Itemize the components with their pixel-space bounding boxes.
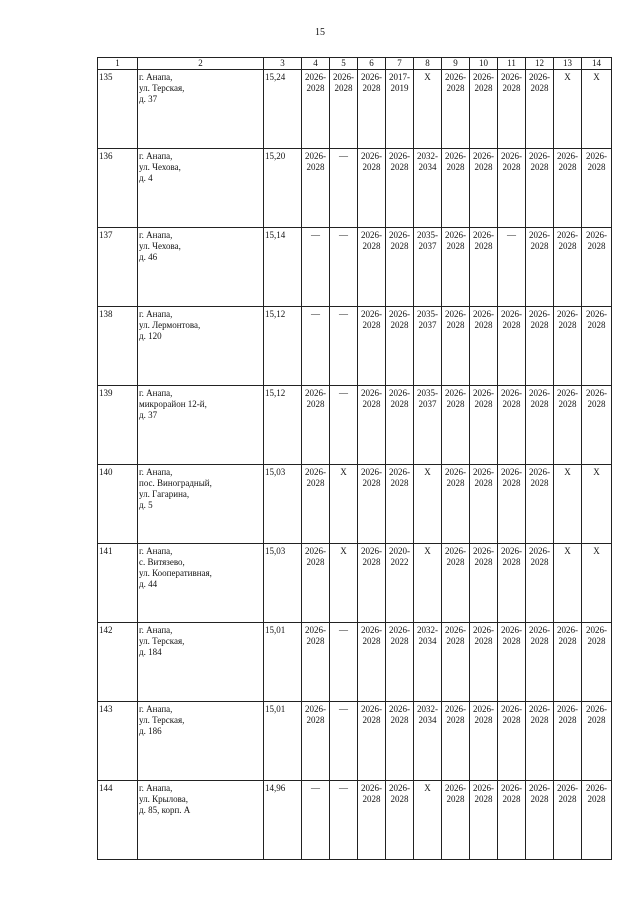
period-cell: X bbox=[554, 544, 582, 623]
period-cell: 2035- 2037 bbox=[414, 307, 442, 386]
period-cell: 2026- 2028 bbox=[554, 307, 582, 386]
area-cell: 15,12 bbox=[264, 386, 302, 465]
period-cell: 2026- 2028 bbox=[582, 623, 612, 702]
column-header: 9 bbox=[442, 58, 470, 70]
address-cell: г. Анапа, ул. Терская, д. 184 bbox=[138, 623, 264, 702]
period-cell: 2026- 2028 bbox=[470, 70, 498, 149]
period-cell: X bbox=[582, 70, 612, 149]
period-cell: 2026- 2028 bbox=[358, 781, 386, 860]
table-row bbox=[98, 781, 612, 860]
period-cell: 2026- 2028 bbox=[330, 70, 358, 149]
period-cell: 2026- 2028 bbox=[358, 544, 386, 623]
period-cell: X bbox=[414, 465, 442, 544]
period-cell: 2026- 2028 bbox=[526, 702, 554, 781]
address-cell: г. Анапа, ул. Лермонтова, д. 120 bbox=[138, 307, 264, 386]
period-cell: 2026- 2028 bbox=[526, 465, 554, 544]
period-cell: 2026- 2028 bbox=[442, 70, 470, 149]
table-row bbox=[98, 465, 612, 544]
period-cell: — bbox=[330, 228, 358, 307]
table-row bbox=[98, 149, 612, 228]
address-cell: г. Анапа, ул. Чехова, д. 46 bbox=[138, 228, 264, 307]
period-cell: 2026- 2028 bbox=[302, 149, 330, 228]
column-header: 8 bbox=[414, 58, 442, 70]
period-cell: 2026- 2028 bbox=[470, 228, 498, 307]
period-cell: 2026- 2028 bbox=[526, 228, 554, 307]
table-row bbox=[98, 228, 612, 307]
period-cell: 2026- 2028 bbox=[526, 307, 554, 386]
period-cell: 2026- 2028 bbox=[582, 149, 612, 228]
period-cell: 2026- 2028 bbox=[358, 228, 386, 307]
column-header: 12 bbox=[526, 58, 554, 70]
period-cell: 2026- 2028 bbox=[526, 386, 554, 465]
period-cell: — bbox=[330, 623, 358, 702]
period-cell: 2026- 2028 bbox=[470, 386, 498, 465]
area-cell: 15,20 bbox=[264, 149, 302, 228]
table-row bbox=[98, 386, 612, 465]
period-cell: X bbox=[330, 544, 358, 623]
period-cell: 2026- 2028 bbox=[526, 781, 554, 860]
period-cell: 2026- 2028 bbox=[302, 544, 330, 623]
area-cell: 15,03 bbox=[264, 465, 302, 544]
column-header: 14 bbox=[582, 58, 612, 70]
area-cell: 14,96 bbox=[264, 781, 302, 860]
row-number: 136 bbox=[98, 149, 138, 228]
period-cell: 2026- 2028 bbox=[470, 623, 498, 702]
period-cell: 2026- 2028 bbox=[526, 623, 554, 702]
address-cell: г. Анапа, ул. Терская, д. 186 bbox=[138, 702, 264, 781]
period-cell: 2026- 2028 bbox=[554, 386, 582, 465]
period-cell: 2026- 2028 bbox=[302, 465, 330, 544]
period-cell: 2026- 2028 bbox=[526, 149, 554, 228]
period-cell: 2026- 2028 bbox=[358, 623, 386, 702]
period-cell: 2026- 2028 bbox=[470, 544, 498, 623]
period-cell: — bbox=[330, 702, 358, 781]
period-cell: 2026- 2028 bbox=[526, 70, 554, 149]
period-cell: 2026- 2028 bbox=[582, 702, 612, 781]
period-cell: 2020- 2022 bbox=[386, 544, 414, 623]
period-cell: 2026- 2028 bbox=[386, 623, 414, 702]
period-cell: — bbox=[330, 307, 358, 386]
period-cell: 2026- 2028 bbox=[386, 307, 414, 386]
period-cell: 2026- 2028 bbox=[498, 149, 526, 228]
area-cell: 15,03 bbox=[264, 544, 302, 623]
table-row bbox=[98, 307, 612, 386]
column-header: 2 bbox=[138, 58, 264, 70]
period-cell: 2026- 2028 bbox=[554, 623, 582, 702]
period-cell: X bbox=[414, 781, 442, 860]
period-cell: 2026- 2028 bbox=[442, 307, 470, 386]
period-cell: — bbox=[302, 307, 330, 386]
period-cell: 2026- 2028 bbox=[386, 228, 414, 307]
row-number: 143 bbox=[98, 702, 138, 781]
housing-schedule-table bbox=[97, 57, 612, 860]
period-cell: X bbox=[330, 465, 358, 544]
period-cell: 2026- 2028 bbox=[358, 307, 386, 386]
period-cell: 2026- 2028 bbox=[386, 149, 414, 228]
period-cell: 2017- 2019 bbox=[386, 70, 414, 149]
period-cell: 2026- 2028 bbox=[470, 465, 498, 544]
period-cell: 2026- 2028 bbox=[526, 544, 554, 623]
column-header: 1 bbox=[98, 58, 138, 70]
period-cell: 2032- 2034 bbox=[414, 149, 442, 228]
period-cell: X bbox=[582, 465, 612, 544]
area-cell: 15,01 bbox=[264, 702, 302, 781]
row-number: 142 bbox=[98, 623, 138, 702]
period-cell: 2026- 2028 bbox=[442, 544, 470, 623]
period-cell: 2026- 2028 bbox=[302, 702, 330, 781]
header-row bbox=[98, 58, 612, 70]
row-number: 144 bbox=[98, 781, 138, 860]
column-header: 6 bbox=[358, 58, 386, 70]
period-cell: 2026- 2028 bbox=[302, 623, 330, 702]
period-cell: 2026- 2028 bbox=[358, 702, 386, 781]
period-cell: 2026- 2028 bbox=[498, 307, 526, 386]
period-cell: 2026- 2028 bbox=[386, 465, 414, 544]
table-row bbox=[98, 702, 612, 781]
row-number: 139 bbox=[98, 386, 138, 465]
period-cell: 2026- 2028 bbox=[498, 702, 526, 781]
column-header: 4 bbox=[302, 58, 330, 70]
period-cell: 2026- 2028 bbox=[358, 149, 386, 228]
area-cell: 15,12 bbox=[264, 307, 302, 386]
address-cell: г. Анапа, микрорайон 12-й, д. 37 bbox=[138, 386, 264, 465]
period-cell: 2026- 2028 bbox=[498, 465, 526, 544]
table-body bbox=[98, 70, 612, 860]
period-cell: 2026- 2028 bbox=[442, 228, 470, 307]
row-number: 141 bbox=[98, 544, 138, 623]
period-cell: 2026- 2028 bbox=[582, 228, 612, 307]
period-cell: 2026- 2028 bbox=[358, 465, 386, 544]
period-cell: 2026- 2028 bbox=[302, 70, 330, 149]
period-cell: — bbox=[498, 228, 526, 307]
column-header: 3 bbox=[264, 58, 302, 70]
period-cell: 2026- 2028 bbox=[470, 149, 498, 228]
period-cell: 2026- 2028 bbox=[442, 702, 470, 781]
row-number: 138 bbox=[98, 307, 138, 386]
period-cell: — bbox=[330, 781, 358, 860]
period-cell: 2026- 2028 bbox=[470, 781, 498, 860]
period-cell: 2026- 2028 bbox=[386, 386, 414, 465]
period-cell: 2026- 2028 bbox=[554, 702, 582, 781]
column-header: 11 bbox=[498, 58, 526, 70]
table-row bbox=[98, 544, 612, 623]
area-cell: 15,24 bbox=[264, 70, 302, 149]
period-cell: X bbox=[554, 70, 582, 149]
area-cell: 15,01 bbox=[264, 623, 302, 702]
area-cell: 15,14 bbox=[264, 228, 302, 307]
period-cell: X bbox=[414, 70, 442, 149]
period-cell: 2026- 2028 bbox=[498, 544, 526, 623]
period-cell: 2026- 2028 bbox=[386, 702, 414, 781]
column-header: 13 bbox=[554, 58, 582, 70]
period-cell: X bbox=[414, 544, 442, 623]
address-cell: г. Анапа, ул. Чехова, д. 4 bbox=[138, 149, 264, 228]
period-cell: — bbox=[302, 781, 330, 860]
period-cell: 2035- 2037 bbox=[414, 228, 442, 307]
period-cell: 2026- 2028 bbox=[442, 623, 470, 702]
period-cell: 2026- 2028 bbox=[582, 386, 612, 465]
period-cell: X bbox=[554, 465, 582, 544]
column-header: 10 bbox=[470, 58, 498, 70]
period-cell: 2026- 2028 bbox=[498, 386, 526, 465]
period-cell: 2026- 2028 bbox=[442, 465, 470, 544]
row-number: 140 bbox=[98, 465, 138, 544]
column-header: 5 bbox=[330, 58, 358, 70]
period-cell: 2026- 2028 bbox=[554, 781, 582, 860]
row-number: 137 bbox=[98, 228, 138, 307]
period-cell: 2026- 2028 bbox=[302, 386, 330, 465]
page-number: 15 bbox=[315, 27, 325, 38]
address-cell: г. Анапа, пос. Виноградный, ул. Гагарина, д. 5 bbox=[138, 465, 264, 544]
period-cell: 2026- 2028 bbox=[358, 70, 386, 149]
period-cell: 2026- 2028 bbox=[386, 781, 414, 860]
period-cell: 2026- 2028 bbox=[470, 702, 498, 781]
period-cell: 2026- 2028 bbox=[442, 386, 470, 465]
period-cell: 2026- 2028 bbox=[498, 623, 526, 702]
period-cell: 2032- 2034 bbox=[414, 702, 442, 781]
address-cell: г. Анапа, ул. Терская, д. 37 bbox=[138, 70, 264, 149]
period-cell: 2026- 2028 bbox=[498, 70, 526, 149]
address-cell: г. Анапа, с. Витязево, ул. Кооперативная, д. 44 bbox=[138, 544, 264, 623]
period-cell: 2026- 2028 bbox=[554, 149, 582, 228]
period-cell: 2026- 2028 bbox=[470, 307, 498, 386]
period-cell: 2026- 2028 bbox=[498, 781, 526, 860]
table-row bbox=[98, 70, 612, 149]
period-cell: — bbox=[302, 228, 330, 307]
period-cell: 2026- 2028 bbox=[554, 228, 582, 307]
row-number: 135 bbox=[98, 70, 138, 149]
table-row bbox=[98, 623, 612, 702]
address-cell: г. Анапа, ул. Крылова, д. 85, корп. А bbox=[138, 781, 264, 860]
period-cell: — bbox=[330, 386, 358, 465]
period-cell: 2026- 2028 bbox=[582, 307, 612, 386]
period-cell: 2026- 2028 bbox=[442, 781, 470, 860]
period-cell: 2035- 2037 bbox=[414, 386, 442, 465]
column-header: 7 bbox=[386, 58, 414, 70]
period-cell: — bbox=[330, 149, 358, 228]
period-cell: 2026- 2028 bbox=[358, 386, 386, 465]
period-cell: 2026- 2028 bbox=[442, 149, 470, 228]
period-cell: 2026- 2028 bbox=[582, 781, 612, 860]
period-cell: X bbox=[582, 544, 612, 623]
period-cell: 2032- 2034 bbox=[414, 623, 442, 702]
